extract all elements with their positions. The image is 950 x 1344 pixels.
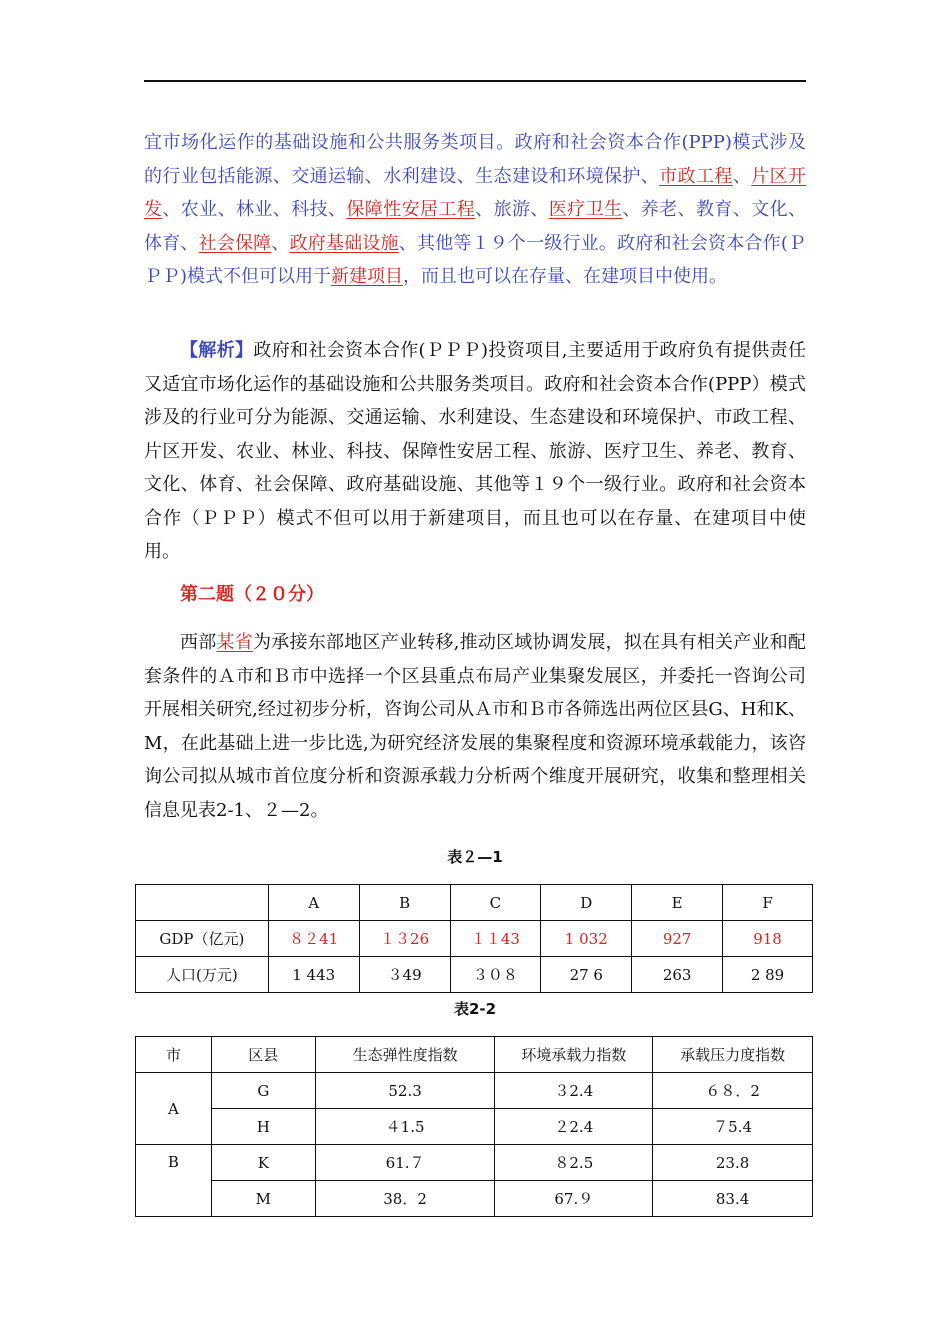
header-cell: D [541,885,632,921]
value-cell: 61.７ [315,1145,495,1181]
analysis-paragraph [144,334,806,569]
value-cell: 38．2 [315,1181,495,1217]
county-cell: M [211,1181,315,1217]
value-cell: 67.９ [495,1181,653,1217]
value-cell: ２2.4 [495,1109,653,1145]
gdp-cell: １１43 [450,921,541,957]
highlight-term: 市政工程 [659,165,733,187]
header-cell: 生态弹性度指数 [315,1037,495,1073]
header-cell: A [268,885,359,921]
analysis-label: 【解析】 [180,340,254,361]
gdp-cell: ８２41 [268,921,359,957]
value-cell: 52.3 [315,1073,495,1109]
table-2-2 [135,1036,813,1217]
highlight-term: 医疗卫生 [548,199,623,220]
analysis-text: 政府和社会资本合作(ＰＰＰ)投资项目,主要适用于政府负有提供责任又适宜市场化运作的基础设施和公共服务类项目。政府和社会资本合作(PPP）模式涉及的行业可分为能源、交通运输、水利建设、生态建设和环境保护、市政工程、片区开发、农业、林业、科技、保障性安居工程、旅游、医疗卫生、养老、教育、文化、体育、社会保障、政府基础设施、其他等１９个一级行业。政府和社会资本合作（ＰＰＰ）模式不但可以用于新建项目，而且也可以在存量、在建项目中使用。 [144,340,807,562]
text-run: 西部 [180,632,217,653]
city-cell: A [136,1073,212,1145]
table-2-1 [135,884,813,993]
gdp-cell: 1 032 [541,921,632,957]
county-cell: K [211,1145,315,1181]
header-cell: 环境承载力指数 [495,1037,653,1073]
table-header-row [136,1037,813,1073]
value-cell: ３2.4 [495,1073,653,1109]
header-cell: B [359,885,450,921]
gdp-cell: １３26 [359,921,450,957]
gdp-cell: 918 [723,921,813,957]
text-run: 、养老、教育、文化、体育、 [144,199,807,254]
gdp-cell: 927 [632,921,723,957]
value-cell: ７5.4 [653,1109,813,1145]
header-cell [136,885,269,921]
table1-caption: 表２—1 [447,848,503,866]
text-run: 、 [732,165,752,187]
question-paragraph [144,626,806,827]
population-cell: 1 443 [268,957,359,993]
table-row [136,957,813,993]
table-row [136,1109,813,1145]
text-run: 宜市场化运作的基础设施和公共服务类项目。政府和社会资本合作(PPP)模式涉及的行业包括能源、交通运输、水利建设、生态建设和环境保护、 [144,132,806,187]
value-cell: ４1.5 [315,1109,495,1145]
value-cell: ６８．2 [653,1073,813,1109]
header-rule [144,80,806,82]
table-row [136,1145,813,1181]
header-cell: 市 [136,1037,212,1073]
header-cell: 承载压力度指数 [653,1037,813,1073]
header-cell: F [723,885,813,921]
population-cell: ３49 [359,957,450,993]
question-heading: 第二题（２０分） [180,584,324,605]
value-cell: 83.4 [653,1181,813,1217]
text-run: ，而且也可以在存量、在建项目中使用。 [403,266,728,287]
text-run: 、旅游、 [475,199,549,220]
text-run: 、 [271,232,290,254]
header-cell: C [450,885,541,921]
row-label: GDP（亿元) [136,921,269,957]
text-run: 为承接东部地区产业转移,推动区域协调发展，拟在具有相关产业和配套条件的Ａ市和Ｂ市中选择一个区县重点布局产业集聚发展区，并委托一咨询公司开展相关研究,经过初步分析，咨询公司从Ａ市和Ｂ市各筛选出两位区县G、H和K、M，在此基础上进一步比选,为研究经济发展的集聚程度和资源环境承载能力，该咨询公司拟从城市首位度分析和资源承载力分析两个维度开展研究，收集和整理相关信息见表2-1、２—2。 [144,632,807,821]
highlight-term: 新建项目 [331,266,404,287]
table-row [136,1073,813,1109]
county-cell: G [211,1073,315,1109]
population-cell: ３０８ [450,957,541,993]
row-label: 人口(万元) [136,957,269,993]
table-header-row [136,885,813,921]
header-cell: 区县 [211,1037,315,1073]
highlight-term: 保障性安居工程 [346,199,476,220]
text-run: 、农业、林业、科技、 [162,199,347,220]
table-row [136,921,813,957]
value-cell: ８2.5 [495,1145,653,1181]
population-cell: 263 [632,957,723,993]
highlight-term: 片区开发 [144,165,807,220]
text-run: 、其他等１９个一级行业。政府和社会资本合作(ＰＰＰ)模式不但可以用于 [144,232,807,287]
header-cell: E [632,885,723,921]
table-row [136,1181,813,1217]
value-cell: 23.8 [653,1145,813,1181]
table2-caption: 表2-2 [453,1000,497,1018]
highlight-term: 政府基础设施 [289,232,399,254]
county-cell: H [211,1109,315,1145]
population-cell: 2 89 [723,957,813,993]
highlight-term: 社会保障 [198,232,272,254]
ppp-industries-paragraph [144,126,806,294]
population-cell: 27 6 [541,957,632,993]
city-cell: B [136,1145,212,1217]
highlight-term: 某省 [216,632,253,653]
